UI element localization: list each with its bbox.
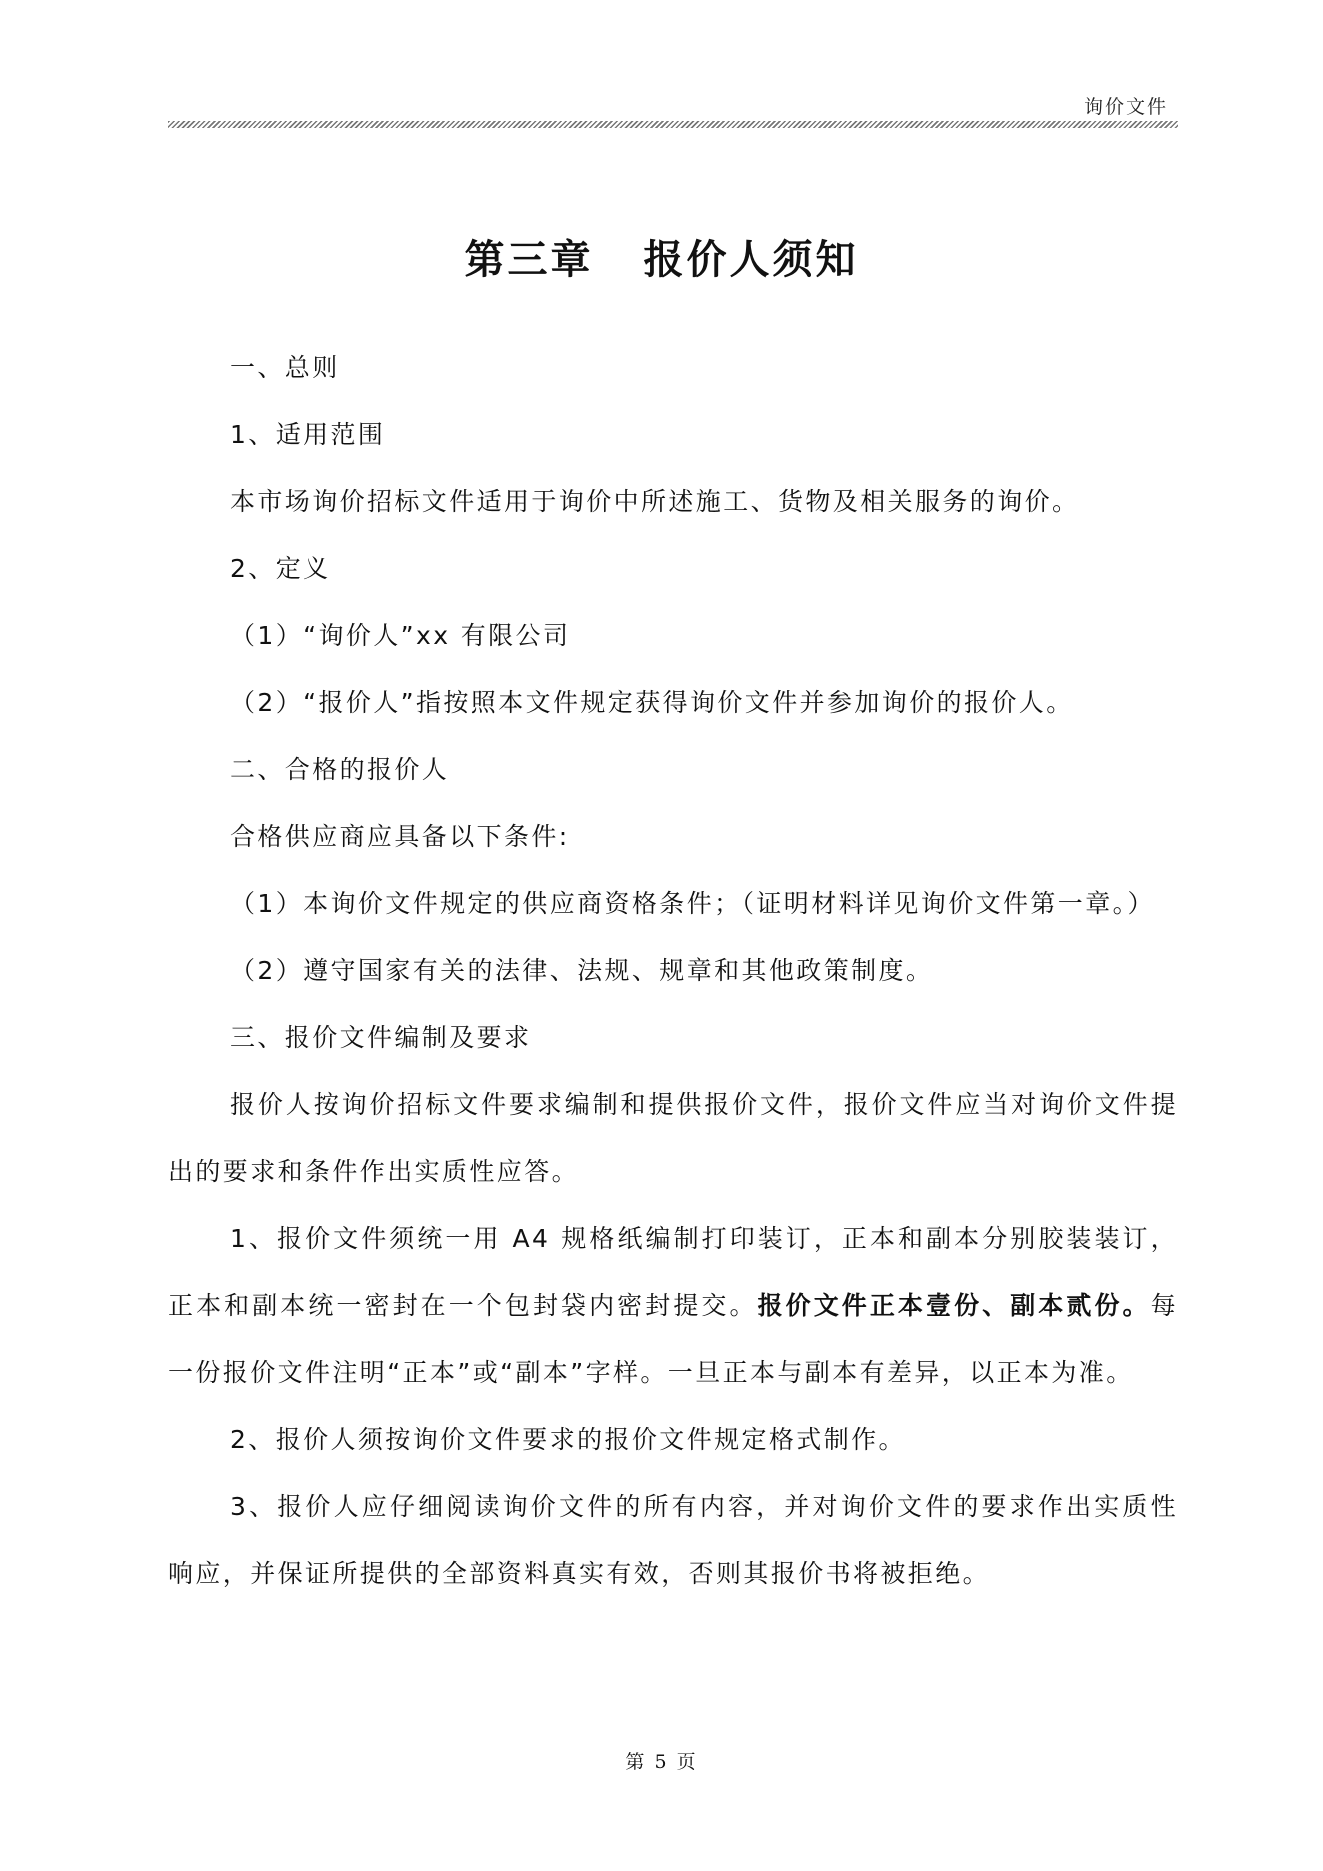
document-body	[168, 334, 1178, 1607]
page-title	[0, 228, 1323, 285]
qualification-intro: 合格供应商应具备以下条件:	[230, 822, 570, 851]
chapter-number: 第三章	[464, 237, 594, 283]
definition-item-2: （2）“报价人”指按照本文件规定获得询价文件并参加询价的报价人。	[230, 688, 1074, 717]
section-heading-general: 一、总则	[230, 353, 340, 382]
qualification-item-1: （1）本询价文件规定的供应商资格条件；（证明材料详见询价文件第一章。）	[230, 889, 1155, 918]
header-divider	[168, 121, 1178, 128]
bid-copies-requirement: 报价文件正本壹份、副本贰份。	[757, 1291, 1151, 1320]
chapter-name: 报价人须知	[643, 237, 859, 283]
section-heading-bid-preparation: 三、报价文件编制及要求	[230, 1023, 532, 1052]
bid-requirement-1-text-b: 每一份报价文件注明“正本”或“副本”字样。一旦正本与副本有差异，以正本为准。	[168, 1291, 1179, 1387]
bid-preparation-intro: 报价人按询价招标文件要求编制和提供报价文件，报价文件应当对询价文件提出的要求和条件作出实质性应答。	[168, 1090, 1178, 1186]
definition-item-1: （1）“询价人”xx 有限公司	[230, 621, 571, 650]
bid-requirement-item-2: 2、报价人须按询价文件要求的报价文件规定格式制作。	[230, 1425, 906, 1454]
subsection-heading-definitions: 2、定义	[230, 554, 331, 583]
qualification-item-2: （2）遵守国家有关的法律、法规、规章和其他政策制度。	[230, 956, 934, 985]
bid-requirement-item-1	[168, 1205, 1178, 1406]
bid-requirement-item-3: 3、报价人应仔细阅读询价文件的所有内容，并对询价文件的要求作出实质性响应，并保证所提供的全部资料真实有效，否则其报价书将被拒绝。	[168, 1492, 1178, 1588]
bid-requirement-1-text-a: 1、报价文件须统一用 A4 规格纸编制打印装订，正本和副本分别胶装装订，正本和副本统一密封在一个包封袋内密封提交。	[168, 1224, 1178, 1320]
document-header-label: 询价文件	[1083, 96, 1168, 118]
scope-paragraph: 本市场询价招标文件适用于询价中所述施工、货物及相关服务的询价。	[230, 487, 1080, 516]
subsection-heading-scope: 1、适用范围	[230, 420, 386, 449]
page-number: 第 5 页	[625, 1751, 698, 1773]
section-heading-qualified-bidders: 二、合格的报价人	[230, 755, 450, 784]
